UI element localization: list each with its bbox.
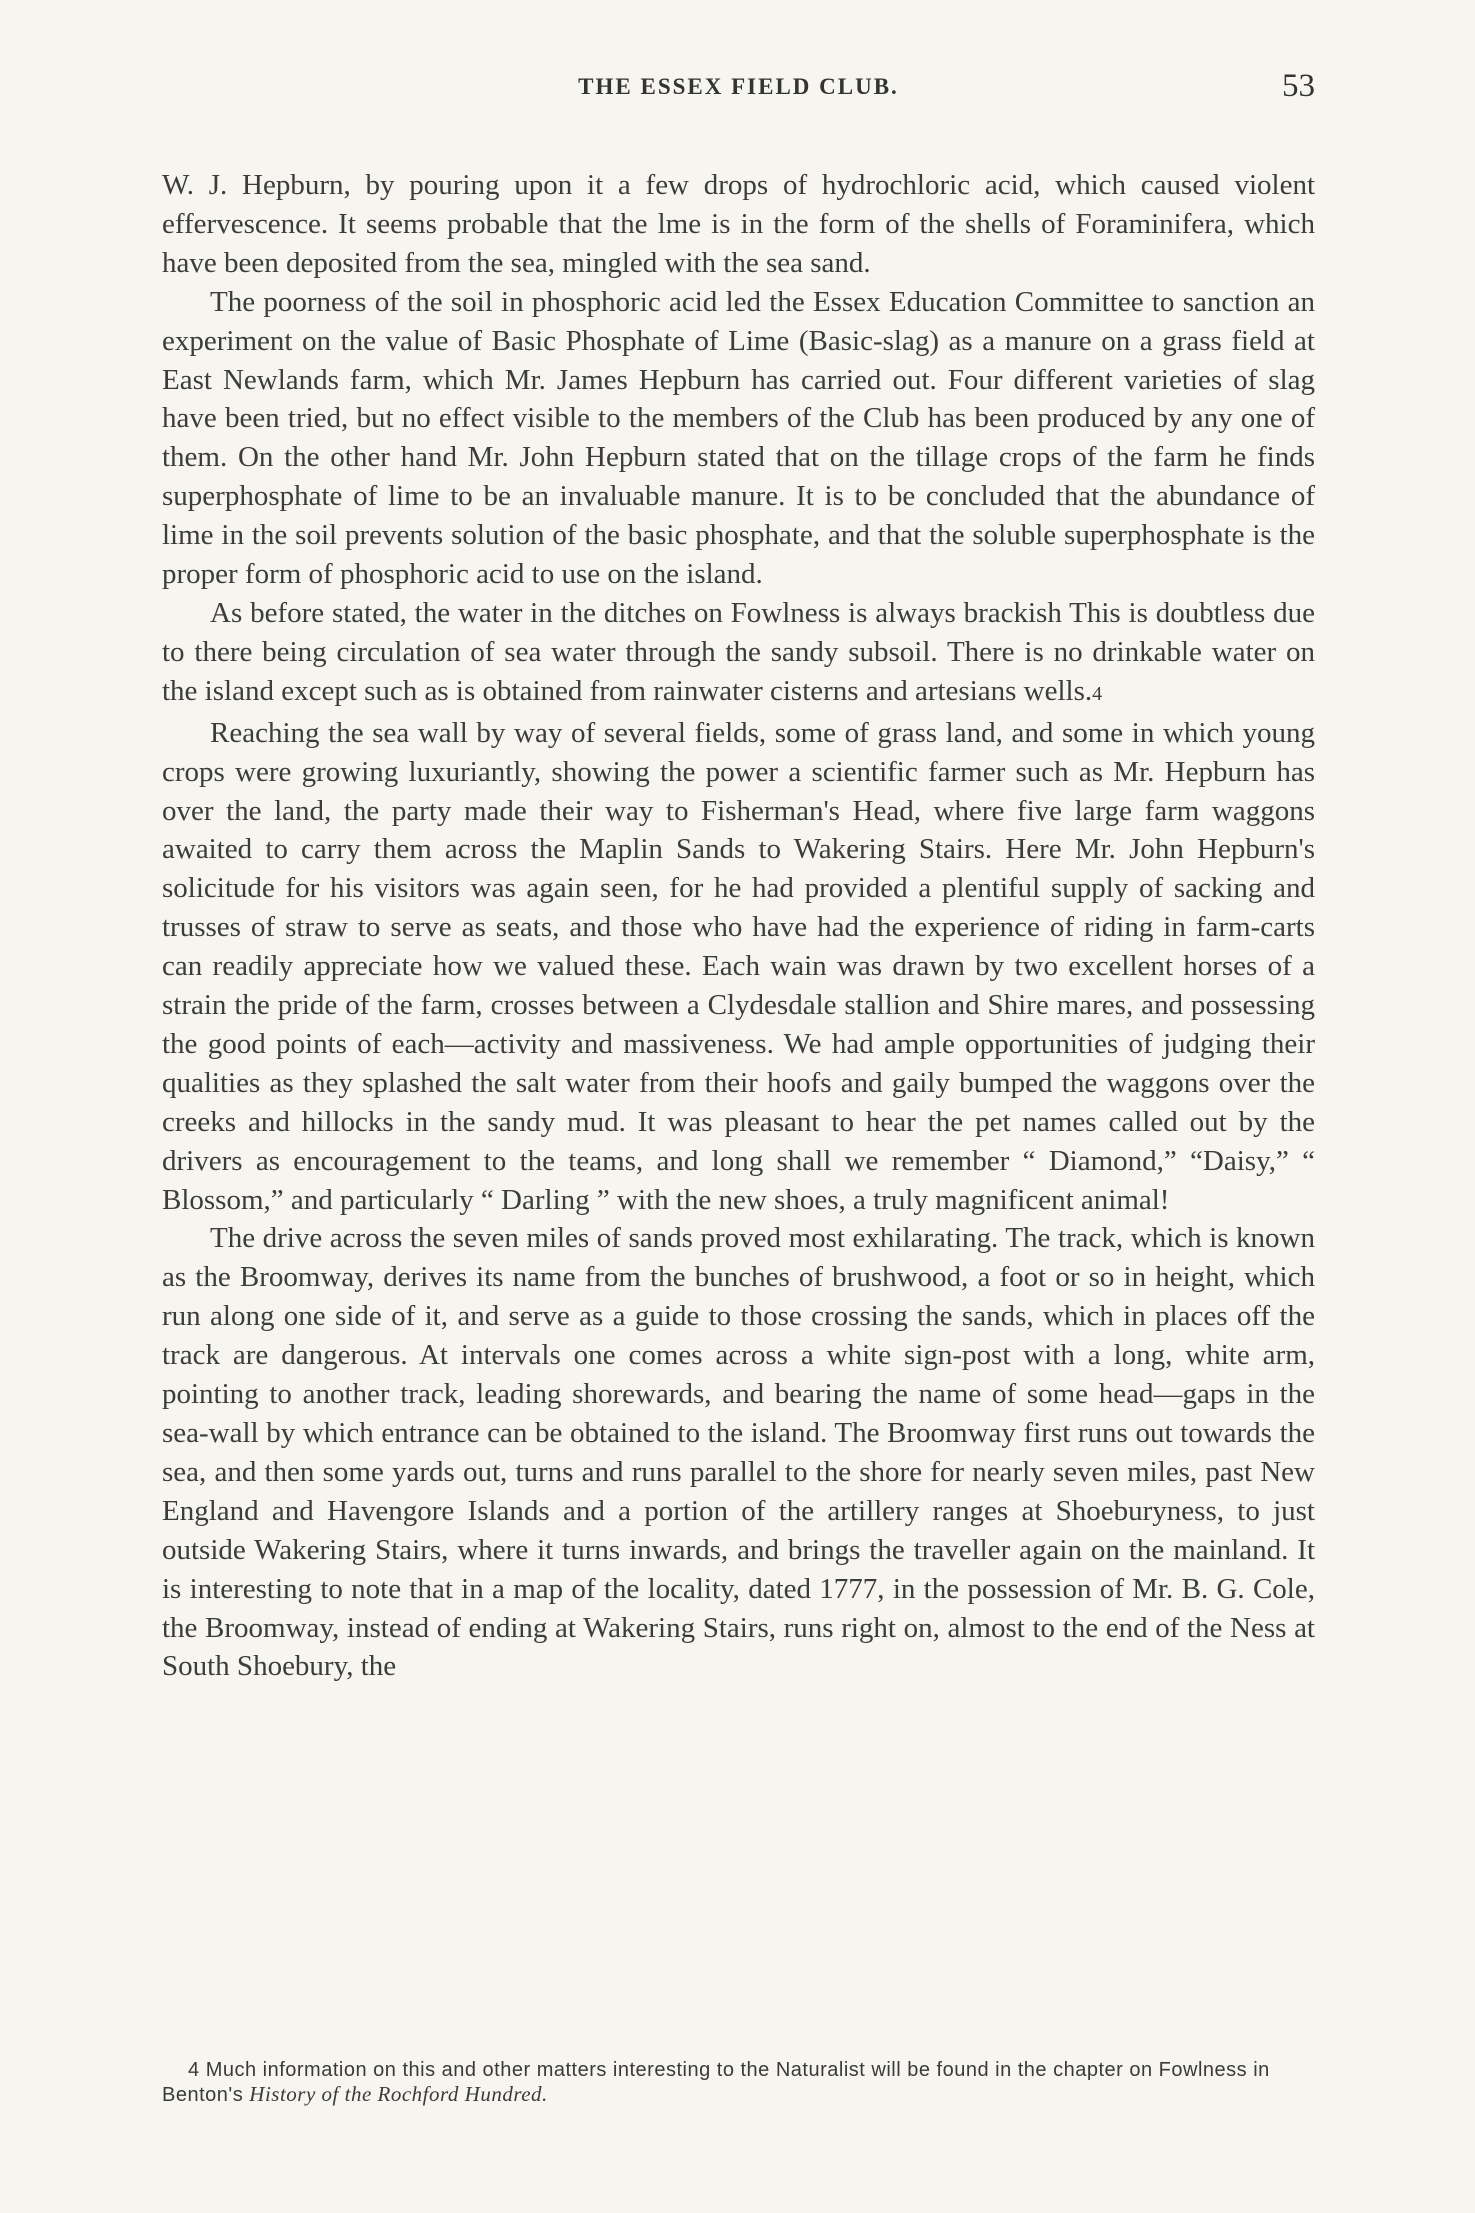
paragraph-5: The drive across the seven miles of sands proved most exhilarating. The track, which is known as the Broomway, derives its name from the bunches of brushwood, a foot or so in height, which run along one side of it, and serve as a guide to those crossing the sands, which in places off the track are dangerous. At intervals one comes across a white sign-post with a long, white arm, pointing to another track, leading shorewards, and bearing the name of some head—gaps in the sea-wall by which entrance can be obtained to the island. The Broomway first runs out towards the sea, and then some yards out, turns and runs parallel to the shore for nearly seven miles, past New England and Havengore Islands and a portion of the artillery ranges at Shoeburyness, to just outside Wakering Stairs, where it turns inwards, and brings the traveller again on the mainland. It is interesting to note that in a map of the locality, dated 1777, in the possession of Mr. B. G. Cole, the Broomway, instead of ending at Wakering Stairs, runs right on, almost to the end of the Ness at South Shoebury, the (162, 1222, 1315, 1683)
paragraph-2: The poorness of the soil in phosphoric acid led the Essex Education Committee to sanction an experiment on the value of Basic Phosphate of Lime (Basic-slag) as a manure on a grass field at East Newlands farm, which Mr. James Hepburn has carried out. Four different varieties of slag have been tried, but no effect visible to the members of the Club has been produced by any one of them. On the other hand Mr. John Hepburn stated that on the tillage crops of the farm he finds superphosphate of lime to be an invaluable manure. It is to be concluded that the abundance of lime in the soil prevents solution of the basic phosphate, and that the soluble superphosphate is the proper form of phosphoric acid to use on the island. (162, 285, 1315, 591)
paragraph-3-text: As before stated, the water in the ditches on Fowlness is always brackish This is doubtless due to there being circulation of sea water through the sandy subsoil. There is no drinkable water on the island except such as is obtained from rainwater cisterns and artesians wells. (162, 596, 1315, 707)
running-title: THE ESSEX FIELD CLUB. (578, 74, 899, 99)
paragraph-1: W. J. Hepburn, by pouring upon it a few drops of hydrochloric acid, which caused violent effervescence. It seems probable that the lme is in the form of the shells of Foraminifera, which have been deposited from the sea, mingled with the sea sand. (162, 169, 1315, 279)
footnote-marker: 4 (188, 2059, 200, 2081)
footnote-book-title: History of the Rochford Hundred. (249, 2082, 548, 2106)
footnote-reference: 4 (1092, 682, 1103, 705)
body-text (162, 166, 1315, 1686)
page-number: 53 (1282, 68, 1315, 104)
footnote-text (162, 2058, 1315, 2107)
paragraph-3 (162, 594, 1315, 714)
footnote-body: Much information on this and other matters interesting to the Naturalist will be found in the chapter on Fowlness in Benton's (162, 2059, 1270, 2106)
footnote (162, 2058, 1315, 2107)
paragraph-4: Reaching the sea wall by way of several fields, some of grass land, and some in which young crops were growing luxuriantly, showing the power a scientific farmer such as Mr. Hepburn has over the land, the party made their way to Fisherman's Head, where five large farm waggons awaited to carry them across the Maplin Sands to Wakering Stairs. Here Mr. John Hepburn's solicitude for his visitors was again seen, for he had provided a plentiful supply of sacking and trusses of straw to serve as seats, and those who have had the experience of riding in farm-carts can readily appreciate how we valued these. Each wain was drawn by two excellent horses of a strain the pride of the farm, crosses between a Clydesdale stallion and Shire mares, and possessing the good points of each—activity and massiveness. We had ample opportunities of judging their qualities as they splashed the salt water from their hoofs and gaily bumped the waggons over the creeks and hillocks in the sandy mud. It was pleasant to hear the pet names called out by the drivers as encouragement to the teams, and long shall we remember “ Diamond,” “Daisy,” “ Blossom,” and particularly “ Darling ” with the new shoes, a truly magnificent animal! (162, 716, 1315, 1216)
running-head (162, 68, 1315, 120)
book-page (162, 68, 1315, 2148)
